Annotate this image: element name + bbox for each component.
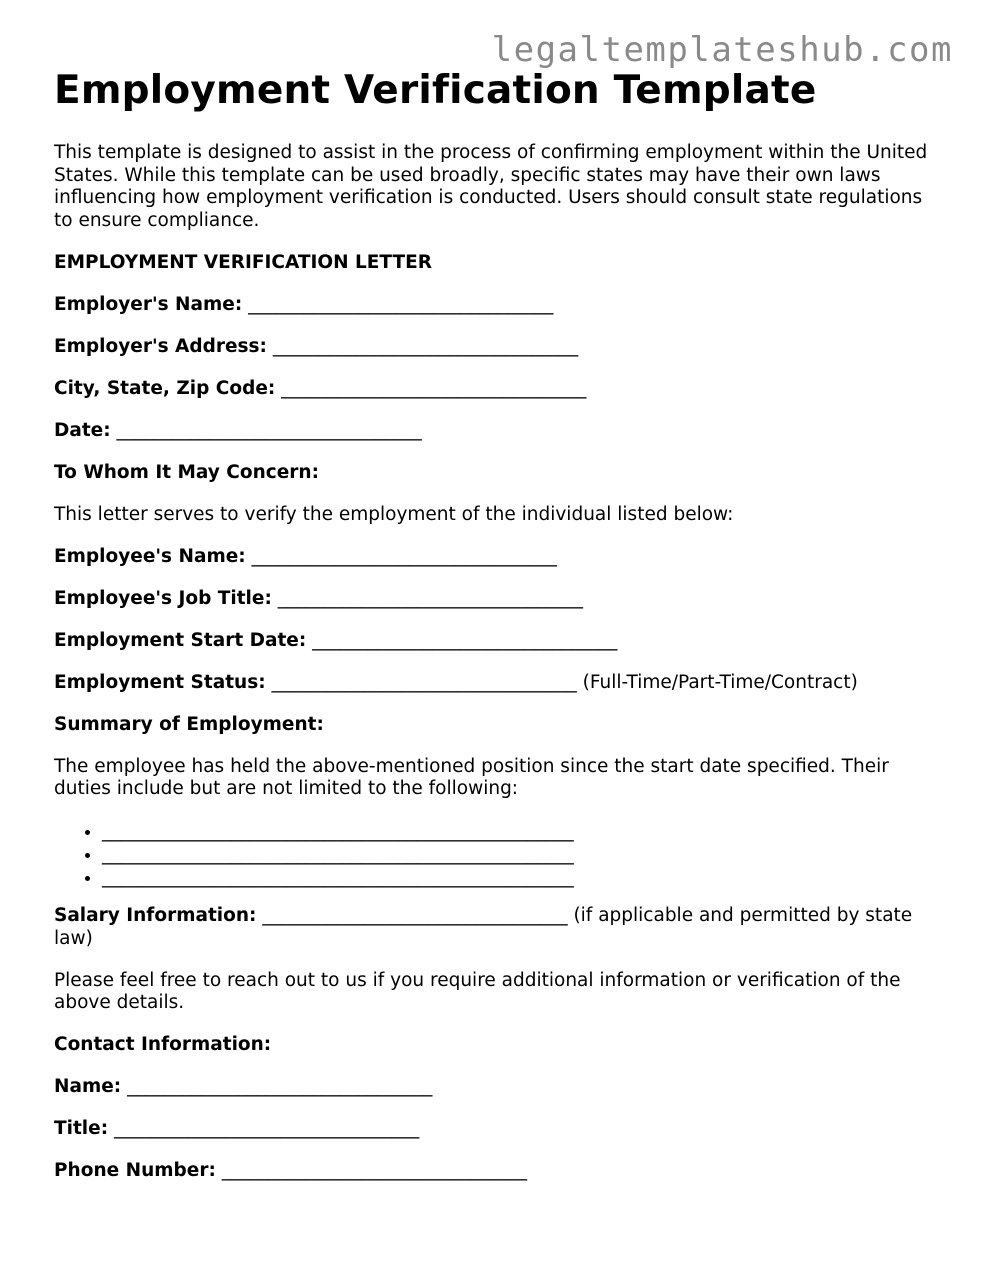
city-state-zip-label: City, State, Zip Code: (54, 377, 276, 399)
contact-phone-field (54, 1160, 934, 1183)
employee-name-label: Employee's Name: (54, 545, 246, 567)
contact-title-label: Title: (54, 1118, 109, 1139)
employment-status-field (54, 672, 934, 695)
closing-paragraph: Please feel free to reach out to us if you require additional information or verification of the above details. (54, 969, 901, 1013)
contact-name-blank[interactable]: _________________________________ (127, 1076, 433, 1097)
duty-item-blank[interactable]: • ___________________________________________________ (102, 820, 934, 843)
employee-name-field (54, 546, 934, 569)
city-state-zip-blank[interactable]: _________________________________ (281, 377, 587, 399)
duty-item-blank[interactable]: • ___________________________________________________ (102, 866, 934, 889)
contact-phone-blank[interactable]: _________________________________ (221, 1160, 527, 1181)
employer-name-blank[interactable]: _________________________________ (248, 293, 554, 315)
employer-name-label: Employer's Name: (54, 293, 243, 315)
duty-item-blank[interactable]: • ___________________________________________________ (102, 843, 934, 866)
job-title-field (54, 588, 934, 611)
verify-statement: This letter serves to verify the employment of the individual listed below: (54, 503, 734, 525)
watermark: legaltemplateshub.com (491, 30, 953, 70)
salary-label: Salary Information: (54, 905, 257, 926)
employer-address-label: Employer's Address: (54, 335, 267, 357)
start-date-label: Employment Start Date: (54, 629, 307, 651)
employment-status-blank[interactable]: _________________________________ (271, 671, 577, 693)
salary-field (54, 905, 934, 950)
job-title-label: Employee's Job Title: (54, 587, 272, 609)
start-date-field (54, 630, 934, 653)
date-blank[interactable]: _________________________________ (116, 419, 422, 441)
document-title: Employment Verification Template (54, 68, 817, 113)
employee-name-blank[interactable]: _________________________________ (251, 545, 557, 567)
contact-heading: Contact Information: (54, 1034, 272, 1055)
start-date-blank[interactable]: _________________________________ (312, 629, 618, 651)
letter-heading: EMPLOYMENT VERIFICATION LETTER (54, 251, 432, 273)
salary-blank[interactable]: _________________________________ (262, 905, 568, 926)
employer-name-field (54, 294, 934, 317)
date-field (54, 420, 934, 443)
employment-status-label: Employment Status: (54, 671, 266, 693)
duties-list (54, 820, 934, 889)
contact-name-field (54, 1076, 934, 1099)
date-label: Date: (54, 419, 111, 441)
job-title-blank[interactable]: _________________________________ (277, 587, 583, 609)
document-body (54, 142, 934, 1202)
intro-paragraph: This template is designed to assist in the process of confirming employment within the United States. While this template can be used broadly, specific states may have their own laws influencing how employment verification is conducted. Users should consult state regulations to ensure compliance. (54, 142, 928, 231)
contact-phone-label: Phone Number: (54, 1160, 216, 1181)
salary-note: (if applicable and permitted by state law) (54, 905, 913, 949)
salutation: To Whom It May Concern: (54, 461, 319, 483)
city-state-zip-field (54, 378, 934, 401)
contact-title-field (54, 1118, 934, 1141)
summary-text: The employee has held the above-mentioned position since the start date specified. Their duties include but are not limited to the following: (54, 755, 889, 799)
employment-status-options: (Full-Time/Part-Time/Contract) (582, 671, 858, 693)
contact-title-blank[interactable]: _________________________________ (113, 1118, 420, 1139)
employer-address-field (54, 336, 934, 359)
summary-heading: Summary of Employment: (54, 713, 324, 735)
employer-address-blank[interactable]: _________________________________ (272, 335, 579, 357)
contact-name-label: Name: (54, 1076, 122, 1097)
